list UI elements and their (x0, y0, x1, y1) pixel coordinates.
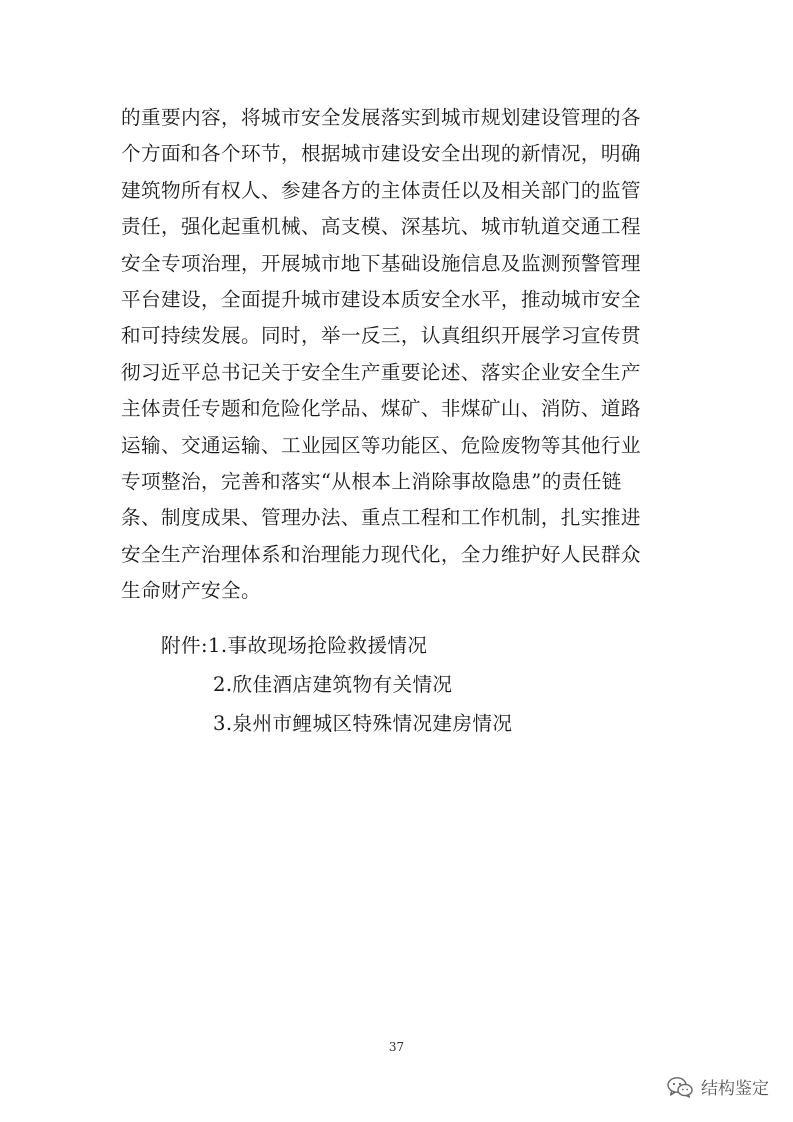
body-line: 彻习近平总书记关于安全生产重要论述、落实企业安全生产 (121, 360, 641, 384)
body-line: 和可持续发展。同时，举一反三，认真组织开展学习宣传贯 (121, 324, 641, 348)
body-line: 安全生产治理体系和治理能力现代化，全力维护好人民群众 (121, 542, 641, 566)
body-line: 主体责任专题和危险化学品、煤矿、非煤矿山、消防、道路 (121, 397, 641, 421)
body-line: 的重要内容，将城市安全发展落实到城市规划建设管理的各 (121, 106, 641, 129)
attachment-item-3: 3.泉州市鲤城区特殊情况建房情况 (213, 712, 513, 735)
body-line: 生命财产安全。 (121, 579, 261, 603)
watermark (667, 1074, 769, 1099)
body-line: 责任，强化起重机械、高支模、深基坑、城市轨道交通工程 (121, 215, 641, 239)
wechat-icon (667, 1076, 693, 1098)
body-line: 条、制度成果、管理办法、重点工程和工作机制，扎实推进 (121, 506, 641, 530)
body-line: 平台建设，全面提升城市建设本质安全水平，推动城市安全 (121, 287, 641, 311)
body-line: 专项整治，完善和落实“从根本上消除事故隐患”的责任链 (121, 469, 622, 493)
body-line: 安全专项治理，开展城市地下基础设施信息及监测预警管理 (121, 251, 641, 275)
body-line: 运输、交通运输、工业园区等功能区、危险废物等其他行业 (121, 433, 641, 457)
attachment-item-2: 2.欣佳酒店建筑物有关情况 (213, 673, 453, 696)
page-number: 37 (388, 1040, 405, 1054)
attachment-list (161, 626, 681, 743)
watermark-text: 结构鉴定 (701, 1079, 769, 1099)
attachment-item-1: 附件:1.事故现场抢险救援情况 (161, 634, 428, 657)
body-line: 个方面和各个环节，根据城市建设安全出现的新情况，明确 (121, 142, 641, 166)
body-paragraph (121, 100, 681, 609)
body-line: 建筑物所有权人、参建各方的主体责任以及相关部门的监管 (121, 178, 641, 202)
